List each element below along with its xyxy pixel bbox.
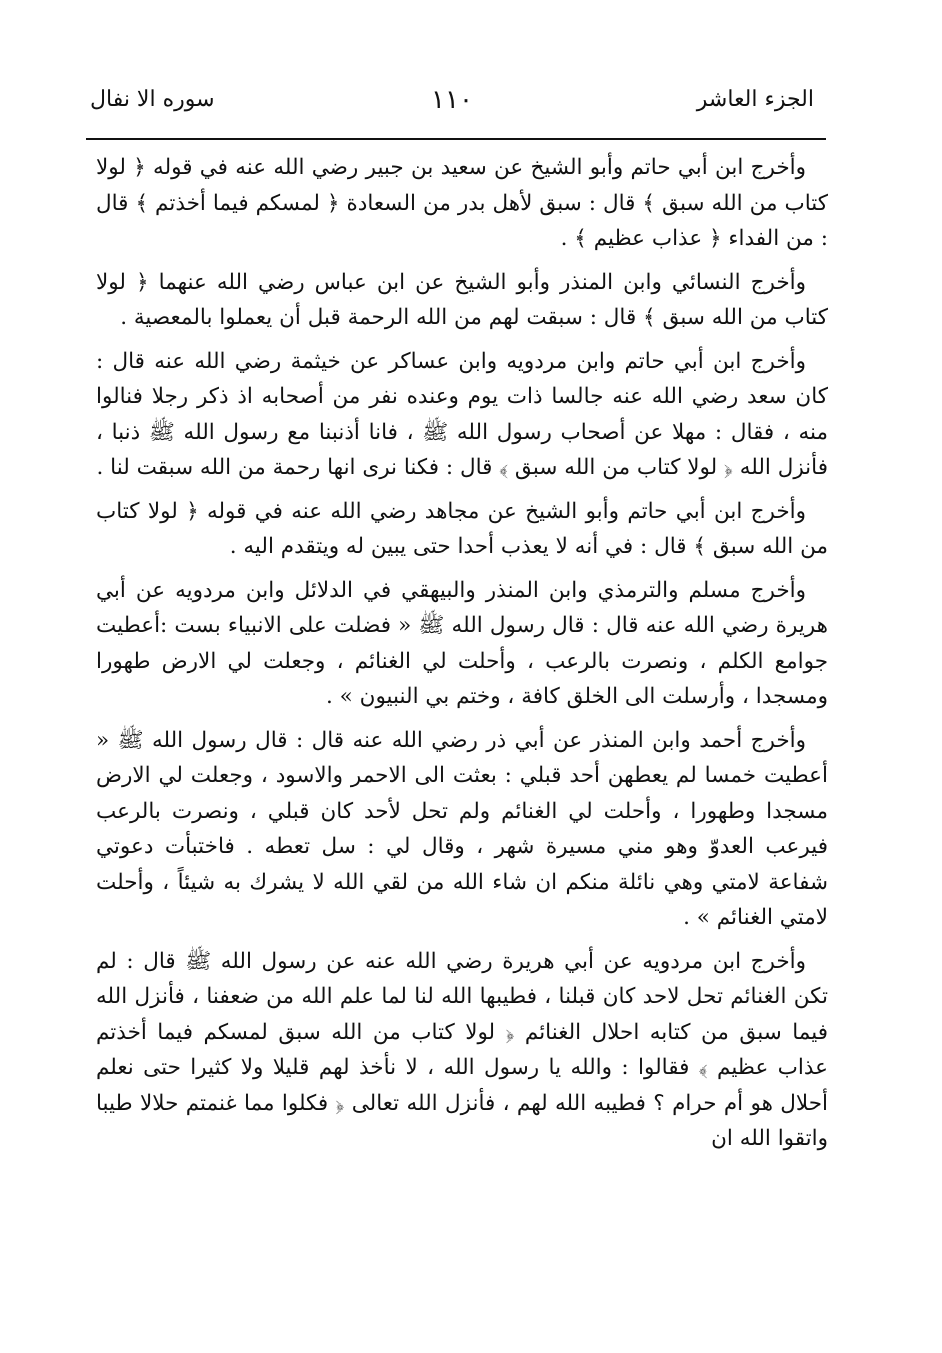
page-body [96, 150, 828, 1157]
paragraph: وأخرج ابن أبي حاتم وأبو الشيخ عن سعيد بن جبير رضي الله عنه في قوله ﴿ لولا كتاب من الله سبق ﴾ قال : سبق لأهل بدر من السعادة ﴿ لمسكم فيما أخذتم ﴾ قال : من الفداء ﴿ عذاب عظيم ﴾ . [96, 155, 828, 251]
paragraph: وأخرج مسلم والترمذي وابن المنذر والبيهقي في الدلائل وابن مردويه عن أبي هريرة رضي الله عنه قال : قال رسول الله ﷺ « فضلت على الانبياء بست :أعطيت جوامع الكلم ، ونصرت بالرعب ، وأحلت لي الغنائم ، وجعلت لي الارض طهورا ومسجدا ، وأرسلت الى الخلق كافة ، وختم بي النبيون » . [96, 577, 828, 709]
page-number: ١١٠ [431, 85, 473, 115]
paragraph: وأخرج النسائي وابن المنذر وأبو الشيخ عن ابن عباس رضي الله عنهما ﴿ لولا كتاب من الله سبق ﴾ قال : سبقت لهم من الله الرحمة قبل أن يعملوا بالمعصية . [96, 269, 828, 330]
surah-title: سوره الا نفال [90, 87, 215, 112]
header-divider [86, 138, 826, 140]
paragraph: وأخرج ابن مردويه عن أبي هريرة رضي الله عنه عن رسول الله ﷺ قال : لم تكن الغنائم تحل لاحد كان قبلنا ، فطيبها الله لنا لما علم الله من ضعفنا ، فأنزل الله فيما سبق من كتابه احلال الغنائم ﴿ لولا كتاب من الله سبق لمسكم فيما أخذتم عذاب عظيم ﴾ فقالوا : والله يا رسول الله ، لا نأخذ لهم قليلا ولا كثيرا حتى نعلم أحلال هو أم حرام ؟ فطيبه الله لهم ، فأنزل الله تعالى ﴿ فكلوا مما غنمتم حلالا طيبا واتقوا الله ان [96, 948, 828, 1151]
paragraph: وأخرج أحمد وابن المنذر عن أبي ذر رضي الله عنه قال : قال رسول الله ﷺ « أعطيت خمسا لم يعطهن أحد قبلي : بعثت الى الاحمر والاسود ، وجعلت لي الارض مسجدا وطهورا ، وأحلت لي الغنائم ولم تحل لأحد كان قبلي ، ونصرت بالرعب فيرعب العدوّ وهو مني مسيرة شهر ، وقال لي : سل تعطه . فاختبأت دعوتي شفاعة لامتي وهي نائلة منكم ان شاء الله من لقي الله لا يشرك به شيئاً ، وأحلت لامتي الغنائم » . [96, 727, 828, 930]
paragraph: وأخرج ابن أبي حاتم وابن مردويه وابن عساكر عن خيثمة رضي الله عنه قال : كان سعد رضي الله عنه جالسا ذات يوم وعنده نفر من أصحابه اذ ذكر رجلا فنالوا منه ، فقال : مهلا عن أصحاب رسول الله ﷺ ، فانا أذنبنا مع رسول الله ﷺ ذنبا ، فأنزل الله ﴿ لولا كتاب من الله سبق ﴾ قال : فكنا نرى انها رحمة من الله سبقت لنا . [96, 348, 828, 480]
page-header [90, 84, 814, 124]
paragraph: وأخرج ابن أبي حاتم وأبو الشيخ عن مجاهد رضي الله عنه في قوله ﴿ لولا كتاب من الله سبق ﴾ قال : في أنه لا يعذب أحدا حتى يبين له ويتقدم اليه . [96, 498, 828, 559]
part-title: الجزء العاشر [696, 87, 814, 112]
